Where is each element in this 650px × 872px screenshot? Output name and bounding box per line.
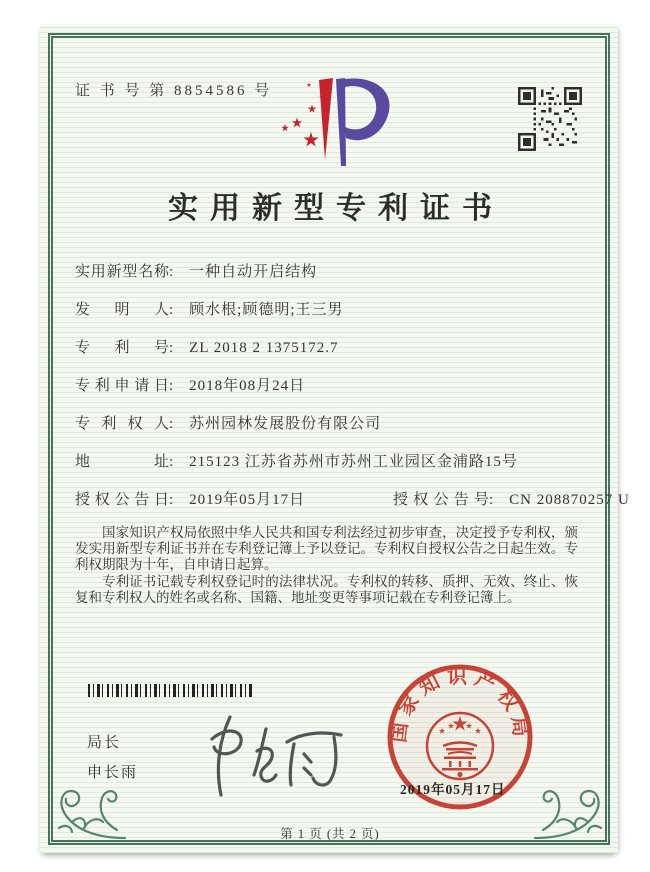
corner-flourish-icon	[51, 764, 129, 842]
qr-code	[518, 87, 582, 151]
certificate-title: 实用新型专利证书	[168, 192, 504, 225]
field-label: 专利权人	[75, 416, 169, 432]
commissioner-title: 局长	[87, 735, 122, 751]
field-value: 2019年05月17日	[189, 492, 306, 508]
certificate-number: 证 书 号 第 8854586 号	[75, 83, 273, 99]
field-label: 发明人	[75, 302, 169, 318]
legal-paragraph: 国家知识产权局依照中华人民共和国专利法经过初步审查，决定授予专利权，颁发实用新型专利证书并在专利登记簿上予以登记。专利权自授权公告之日起生效。专利权期限为十年，自申请日起算。	[75, 525, 578, 573]
field-label: 专利号	[75, 340, 169, 356]
field-patent-number: 专利号: ZL 2018 2 1375172.7	[75, 336, 338, 357]
field-label: 实用新型名称	[75, 264, 169, 280]
field-grant-date: 授权公告日: 2019年05月17日 授权公告号: CN 208870257 U	[75, 488, 305, 509]
field-inventors: 发明人: 顾水根;顾德明;王三男	[75, 298, 344, 319]
page-number: 第 1 页 (共 2 页)	[280, 827, 380, 841]
field-value: 一种自动开启结构	[189, 264, 318, 280]
field-value: 215123 江苏省苏州市苏州工业园区金浦路15号	[189, 454, 518, 470]
corner-flourish-icon	[531, 764, 609, 842]
field-value: 2018年08月24日	[189, 378, 306, 394]
field-value: ZL 2018 2 1375172.7	[189, 340, 339, 356]
field-label: 授权公告日	[75, 492, 169, 508]
cnipa-logo-icon	[275, 77, 405, 171]
field-label: 授权公告号	[393, 492, 489, 508]
patent-certificate	[48, 33, 630, 845]
field-grant-number: 授权公告号: CN 208870257 U	[393, 488, 630, 509]
commissioner-name: 申长雨	[87, 765, 139, 781]
legal-paragraph: 专利证书记载专利权登记时的法律状况。专利权的转移、质押、无效、终止、恢复和专利权人的姓名或名称、国籍、地址变更等事项记载在专利登记簿上。	[75, 573, 578, 605]
field-filing-date: 专利申请日: 2018年08月24日	[75, 374, 305, 395]
legal-text	[75, 525, 578, 606]
barcode	[88, 684, 254, 697]
field-value: CN 208870257 U	[509, 492, 630, 508]
field-value: 苏州园林发展股份有限公司	[189, 416, 382, 432]
field-value: 顾水根;顾德明;王三男	[189, 302, 344, 318]
field-patentee: 专利权人: 苏州园林发展股份有限公司	[75, 412, 381, 433]
field-label: 专利申请日	[75, 378, 169, 394]
field-label: 地址	[75, 454, 169, 470]
seal-text: 国家知识产权局	[387, 665, 533, 744]
seal-date: 2019年05月17日	[400, 782, 506, 797]
signature-shen-changyu	[203, 711, 353, 803]
field-address: 地址: 215123 江苏省苏州市苏州工业园区金浦路15号	[75, 450, 518, 471]
field-utility-model-name: 实用新型名称: 一种自动开启结构	[75, 260, 317, 281]
